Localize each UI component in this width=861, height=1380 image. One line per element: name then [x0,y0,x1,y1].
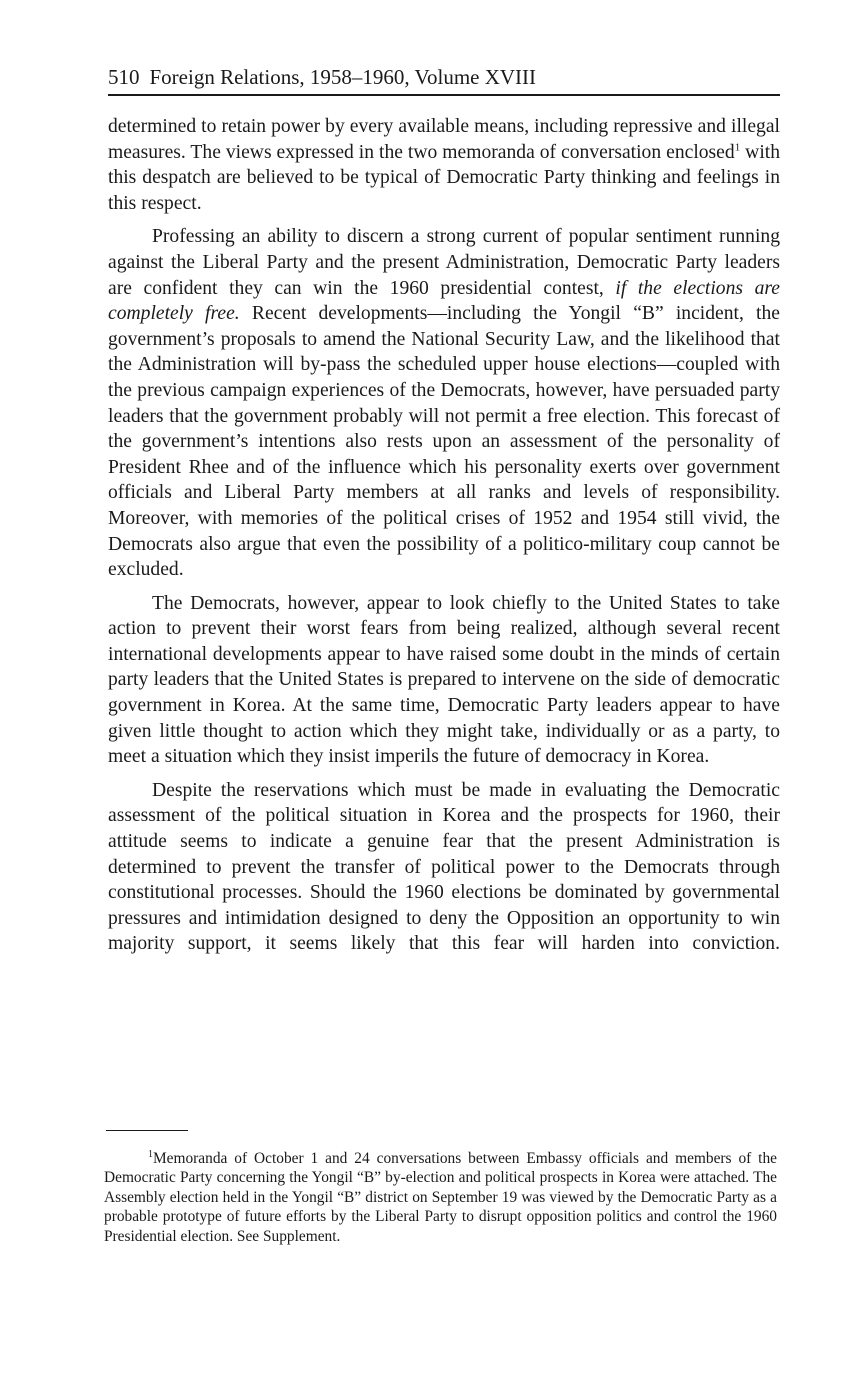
footnote-text: Memoranda of October 1 and 24 conversations between Embassy officials and members of the Democratic Party concerning the Yongil “B” by-election and political prospects in Korea were attached. The Assembly election held in the Yongil “B” district on September 19 was viewed by the Democratic Party as a probable prototype of future efforts by the Liberal Party to disrupt opposition politics and control the 1960 Presidential election. See Supplement. [104,1150,777,1245]
paragraph-3: The Democrats, however, appear to look chiefly to the United States to take action to prevent their worst fears from being realized, although several recent international developments appear to have raised some doubt in the minds of certain party leaders that the United States is prepared to intervene on the side of democratic government in Korea. At the same time, Democratic Party leaders appear to have given little thought to action which they might take, individually or as a party, to meet a situation which they insist imperils the future of democracy in Korea. [108,592,780,768]
paragraph-1 [108,114,780,216]
running-title: Foreign Relations, 1958–1960, Volume XVIII [149,65,537,89]
paragraph-1-text-a: determined to retain power by every available means, including repressive and illegal measures. The views expressed in the two memoranda of conversation enclosed [108,116,780,163]
paragraph-4: Despite the reservations which must be made in evaluating the Democratic assessment of the political situation in Korea and the prospects for 1960, their attitude seems to indicate a genuine fear that the present Administration is determined to prevent the transfer of political power to the Democrats through constitutional processes. Should the 1960 elections be dominated by governmental pressures and intimidation designed to deny the Opposition an opportunity to win majority support, it seems likely that this fear will harden into conviction. [108,779,780,955]
body-text [108,114,780,957]
footnote [104,1149,777,1246]
page-number: 510 [108,65,140,89]
footnote-reference[interactable]: 1 [734,141,741,154]
page [108,62,780,965]
footnote-marker: 1 [148,1148,153,1160]
paragraph-2-emphasis: if the elections are completely free. [108,277,780,325]
paragraph-2 [108,224,780,582]
footnote-divider [106,1130,188,1131]
paragraph-1-text-b: with this despatch are believed to be typical of Democratic Party thinking and feelings in this respect. [108,141,780,214]
paragraph-2-text-a: Professing an ability to discern a strong current of popular sentiment running against the Liberal Party and the present Administration, Democratic Party leaders are confident they can win the 1960 presidential contest, [108,226,780,299]
paragraph-2-text-b: Recent developments—including the Yongil “B” incident, the government’s proposals to amend the National Security Law, and the likelihood that the Administration will by-pass the scheduled upper house elections—coupled with the previous campaign experiences of the Democrats, however, have persuaded party leaders that the government probably will not permit a free election. This forecast of the government’s intentions also rests upon an assessment of the personality of President Rhee and of the influence which his personality exerts over government officials and Liberal Party members at all ranks and levels of responsibility. Moreover, with memories of the political crises of 1952 and 1954 still vivid, the Democrats also argue that even the possibility of a politico-military coup cannot be excluded. [108,303,780,581]
running-head [108,62,780,96]
